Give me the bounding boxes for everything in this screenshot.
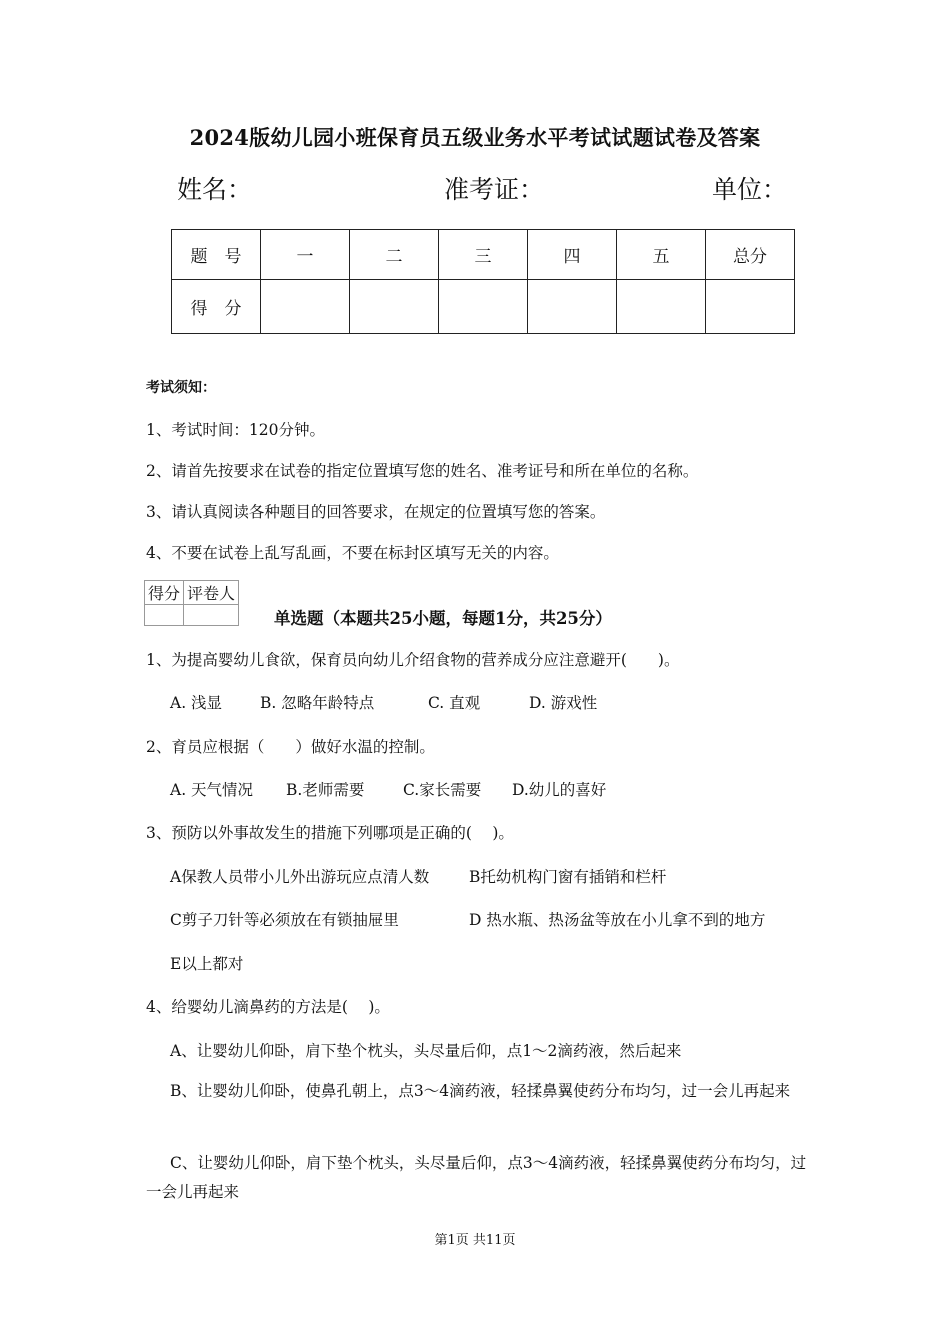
question-stem: 4、给婴幼儿滴鼻药的方法是( )。: [146, 998, 390, 1016]
question-option: A、让婴幼儿仰卧，肩下垫个枕头，头尽量后仰，点1～2滴药液，然后起来: [170, 1042, 682, 1060]
notice-item: 3、请认真阅读各种题目的回答要求，在规定的位置填写您的答案。: [146, 503, 606, 521]
score-cell[interactable]: [350, 280, 439, 334]
page-footer: 第1页 共11页: [434, 1233, 516, 1248]
score-table-score-row: [172, 280, 795, 334]
question-option: A保教人员带小儿外出游玩应点清人数: [170, 868, 430, 886]
question-option: C. 直观: [428, 694, 481, 712]
question-option: B. 忽略年龄特点: [260, 694, 375, 712]
grader-box-grader-cell[interactable]: [184, 605, 239, 626]
page-title: 2024版幼儿园小班保育员五级业务水平考试试题试卷及答案: [189, 125, 761, 150]
score-table-header-cell: 总分: [706, 230, 795, 280]
score-cell[interactable]: [439, 280, 528, 334]
grader-box-score-label: 得分: [145, 581, 184, 605]
notice-heading: 考试须知：: [146, 380, 216, 396]
score-table-header-row: [172, 230, 795, 280]
score-table-header-cell: 题 号: [172, 230, 261, 280]
question-option: B托幼机构门窗有插销和栏杆: [469, 868, 667, 886]
question-option: E以上都对: [170, 955, 244, 973]
score-table-header-cell: 二: [350, 230, 439, 280]
exam-id-field-label: 准考证：: [444, 175, 545, 204]
score-table-header-cell: 一: [261, 230, 350, 280]
question-option: C、让婴幼儿仰卧，肩下垫个枕头，头尽量后仰，点3～4滴药液，轻揉鼻翼使药分布均匀，过一会儿再起来: [146, 1154, 807, 1201]
notice-item: 1、考试时间：120分钟。: [146, 421, 325, 439]
score-cell[interactable]: [706, 280, 795, 334]
question-option: A. 浅显: [170, 694, 223, 712]
name-field-label: 姓名：: [177, 175, 253, 204]
score-table-header-cell: 五: [617, 230, 706, 280]
question-stem: 3、预防以外事故发生的措施下列哪项是正确的( )。: [146, 824, 514, 842]
score-cell[interactable]: [261, 280, 350, 334]
question-option: D. 游戏性: [529, 694, 598, 712]
grader-box: [144, 580, 239, 626]
score-table-header-cell: 三: [439, 230, 528, 280]
notice-item: 4、不要在试卷上乱写乱画，不要在标封区填写无关的内容。: [146, 544, 559, 562]
question-option: B.老师需要: [286, 781, 365, 799]
notice-item: 2、请首先按要求在试卷的指定位置填写您的姓名、准考证号和所在单位的名称。: [146, 462, 699, 480]
question-option: D.幼儿的喜好: [512, 781, 607, 799]
question-option: B、让婴幼儿仰卧，使鼻孔朝上，点3～4滴药液，轻揉鼻翼使药分布均匀，过一会儿再起来: [170, 1082, 791, 1100]
question-option: A. 天气情况: [170, 781, 254, 799]
question-option: C.家长需要: [403, 781, 482, 799]
score-cell[interactable]: [617, 280, 706, 334]
grader-box-grader-label: 评卷人: [184, 581, 239, 605]
score-table-header-cell: 四: [528, 230, 617, 280]
question-option: C剪子刀针等必须放在有锁抽屉里: [170, 911, 399, 929]
question-stem: 1、为提高婴幼儿食欲，保育员向幼儿介绍食物的营养成分应注意避开( )。: [146, 651, 680, 669]
question-option: D 热水瓶、热汤盆等放在小儿拿不到的地方: [469, 911, 766, 929]
question-stem: 2、育员应根据（ ）做好水温的控制。: [146, 738, 435, 756]
score-row-label: 得 分: [172, 280, 261, 334]
score-cell[interactable]: [528, 280, 617, 334]
section-heading: 单选题（本题共25小题，每题1分，共25分）: [274, 609, 612, 628]
grader-box-score-cell[interactable]: [145, 605, 184, 626]
unit-field-label: 单位：: [712, 175, 788, 204]
score-table: [171, 229, 795, 334]
